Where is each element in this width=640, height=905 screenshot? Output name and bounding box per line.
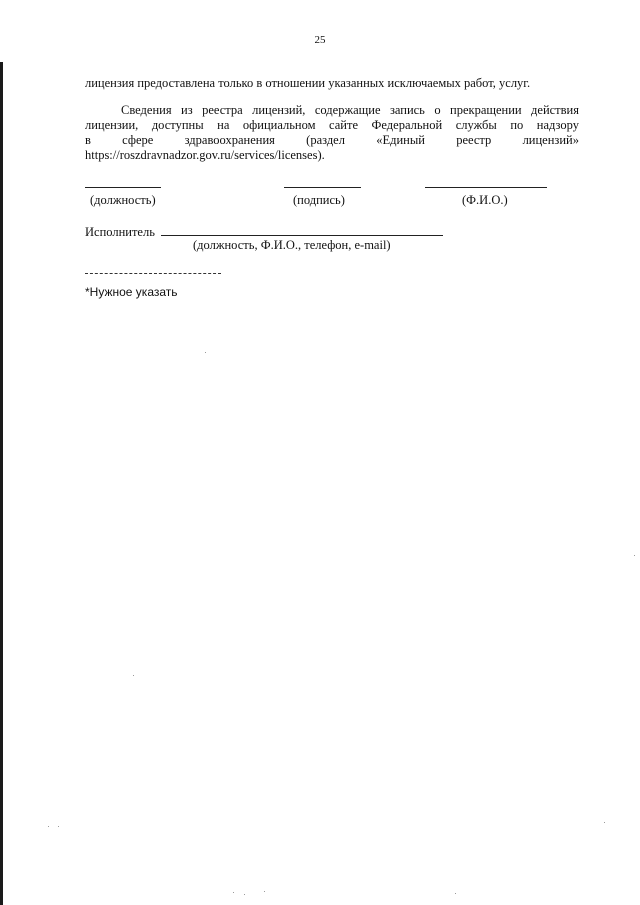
scan-speck (634, 555, 635, 556)
paragraph-2-line-2: лицензии, доступны на официальном сайте Федеральной службы по надзору (85, 118, 579, 132)
footnote-text: *Нужное указать (85, 285, 178, 299)
scan-speck (604, 822, 605, 823)
executor-label: Исполнитель (85, 225, 155, 239)
scan-speck (244, 894, 245, 895)
position-caption: (должность) (90, 193, 156, 207)
scan-speck (205, 352, 206, 353)
signature-caption: (подпись) (293, 193, 345, 207)
scan-edge-mark (0, 62, 3, 905)
scan-speck (455, 893, 456, 894)
signature-rule (284, 187, 361, 188)
executor-caption: (должность, Ф.И.О., телефон, e-mail) (193, 238, 391, 252)
position-rule (85, 187, 161, 188)
scan-speck (264, 891, 265, 892)
paragraph-2-line-1: Сведения из реестра лицензий, содержащие запись о прекращении действия (121, 103, 579, 117)
name-rule (425, 187, 547, 188)
footnote-rule (85, 273, 221, 274)
scan-speck (48, 826, 49, 827)
page-number: 25 (314, 34, 326, 46)
registry-url: https://roszdravnadzor.gov.ru/services/licenses). (85, 148, 325, 162)
scan-speck (233, 892, 234, 893)
name-caption: (Ф.И.О.) (462, 193, 508, 207)
paragraph-1-line-1: лицензия предоставлена только в отношении указанных исключаемых работ, услуг. (85, 76, 531, 90)
paragraph-2-line-3: в сфере здравоохранения (раздел «Единый реестр лицензий» (85, 133, 579, 147)
scan-speck (58, 826, 59, 827)
executor-rule (161, 235, 443, 236)
scan-speck (133, 675, 134, 676)
